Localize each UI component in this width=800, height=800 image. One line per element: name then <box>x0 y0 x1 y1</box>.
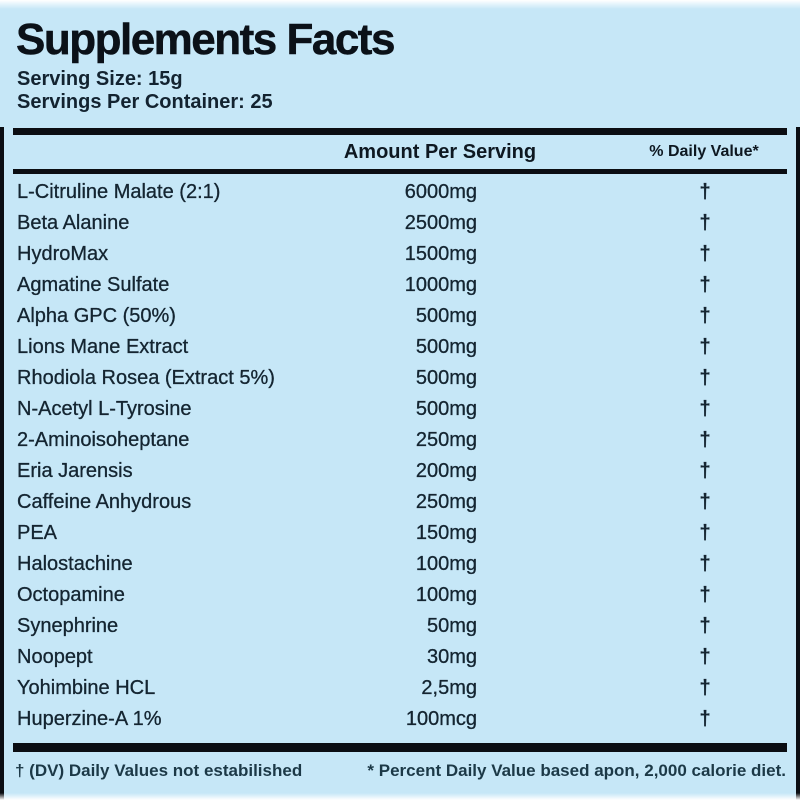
divider-bottom <box>13 743 787 752</box>
table-row <box>0 549 800 580</box>
daily-value-dagger: † <box>699 491 711 513</box>
table-row <box>0 642 800 673</box>
page-title: Supplements Facts <box>16 15 394 64</box>
ingredient-table <box>0 177 800 735</box>
table-row <box>0 208 800 239</box>
ingredient-amount: 1000mg <box>404 274 477 296</box>
table-row <box>0 177 800 208</box>
footnote-percent-daily-value: * Percent Daily Value based apon, 2,000 calorie diet. <box>367 761 786 780</box>
ingredient-name: Agmatine Sulfate <box>17 274 170 296</box>
ingredient-amount: 200mg <box>415 460 477 482</box>
daily-value-dagger: † <box>699 615 711 637</box>
daily-value-dagger: † <box>699 398 711 420</box>
ingredient-name: Noopept <box>17 646 93 668</box>
ingredient-amount: 500mg <box>415 367 477 389</box>
table-row <box>0 270 800 301</box>
table-row <box>0 487 800 518</box>
footnotes <box>0 761 800 781</box>
daily-value-dagger: † <box>699 274 711 296</box>
ingredient-amount: 500mg <box>415 305 477 327</box>
ingredient-amount: 30mg <box>426 646 477 668</box>
divider-header <box>13 169 787 174</box>
daily-value-dagger: † <box>699 336 711 358</box>
table-row <box>0 239 800 270</box>
divider-top <box>13 128 787 135</box>
daily-value-dagger: † <box>699 646 711 668</box>
table-row <box>0 518 800 549</box>
daily-value-dagger: † <box>699 305 711 327</box>
ingredient-name: Octopamine <box>17 584 125 606</box>
ingredient-name: Alpha GPC (50%) <box>17 305 176 327</box>
table-row <box>0 425 800 456</box>
ingredient-name: HydroMax <box>17 243 109 265</box>
daily-value-dagger: † <box>699 243 711 265</box>
ingredient-amount: 150mg <box>415 522 477 544</box>
table-row <box>0 580 800 611</box>
ingredient-name: 2-Aminoisoheptane <box>17 429 190 451</box>
daily-value-dagger: † <box>699 212 711 234</box>
ingredient-amount: 500mg <box>415 336 477 358</box>
left-border <box>0 127 4 800</box>
ingredient-amount: 2500mg <box>404 212 477 234</box>
daily-value-dagger: † <box>699 708 711 730</box>
ingredient-name: Beta Alanine <box>17 212 130 234</box>
ingredient-amount: 100mg <box>415 553 477 575</box>
table-row <box>0 301 800 332</box>
ingredient-name: Caffeine Anhydrous <box>17 491 192 513</box>
ingredient-name: N-Acetyl L-Tyrosine <box>17 398 192 420</box>
table-row <box>0 704 800 735</box>
ingredient-amount: 2,5mg <box>421 677 477 699</box>
ingredient-name: Halostachine <box>17 553 133 575</box>
ingredient-name: Synephrine <box>17 615 119 637</box>
daily-value-dagger: † <box>699 367 711 389</box>
right-border <box>796 127 800 800</box>
daily-value-dagger: † <box>699 522 711 544</box>
footnote-daily-values: † (DV) Daily Values not estabilished <box>15 761 303 780</box>
daily-value-dagger: † <box>699 460 711 482</box>
daily-value-dagger: † <box>699 429 711 451</box>
daily-value-dagger: † <box>699 584 711 606</box>
ingredient-name: Rhodiola Rosea (Extract 5%) <box>17 367 275 389</box>
ingredient-name: Eria Jarensis <box>17 460 133 482</box>
ingredient-name: L-Citruline Malate (2:1) <box>17 181 221 203</box>
daily-value-dagger: † <box>699 553 711 575</box>
table-header <box>0 135 800 169</box>
ingredient-amount: 6000mg <box>404 181 477 203</box>
ingredient-amount: 1500mg <box>404 243 477 265</box>
column-header-daily-value: % Daily Value* <box>649 143 759 160</box>
bottom-edge-fade <box>0 793 800 800</box>
ingredient-amount: 50mg <box>426 615 477 637</box>
ingredient-amount: 100mcg <box>405 708 477 730</box>
ingredient-name: PEA <box>17 522 58 544</box>
column-header-amount: Amount Per Serving <box>343 141 537 163</box>
table-row <box>0 394 800 425</box>
ingredient-name: Yohimbine HCL <box>17 677 156 699</box>
ingredient-amount: 100mg <box>415 584 477 606</box>
ingredient-name: Lions Mane Extract <box>17 336 189 358</box>
daily-value-dagger: † <box>699 181 711 203</box>
table-row <box>0 332 800 363</box>
table-row <box>0 363 800 394</box>
table-row <box>0 611 800 642</box>
table-row <box>0 456 800 487</box>
ingredient-name: Huperzine-A 1% <box>17 708 162 730</box>
ingredient-amount: 250mg <box>415 491 477 513</box>
ingredient-amount: 250mg <box>415 429 477 451</box>
serving-size: Serving Size: 15g <box>17 68 183 90</box>
ingredient-amount: 500mg <box>415 398 477 420</box>
servings-per-container: Servings Per Container: 25 <box>17 91 273 113</box>
daily-value-dagger: † <box>699 677 711 699</box>
table-row <box>0 673 800 704</box>
